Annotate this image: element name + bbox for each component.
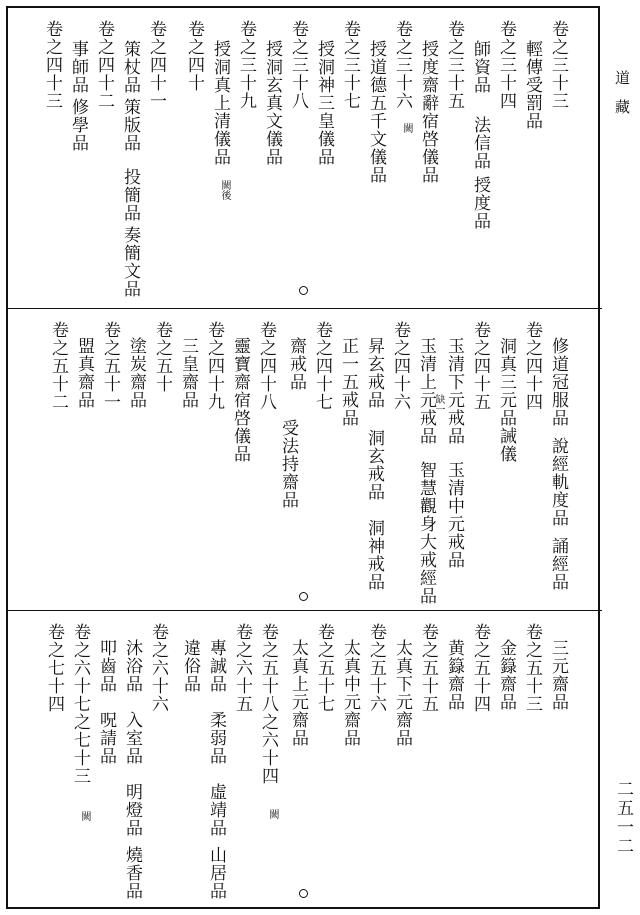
entry-title: 違俗品 — [180, 639, 200, 693]
lacuna-note: 闕 — [79, 811, 90, 821]
entry-title: 叩齒品 — [96, 639, 116, 693]
volume-heading: 卷之五十三 — [522, 623, 542, 713]
entry-title: 誦經品 — [548, 537, 568, 591]
entry-title: 受法持齋品 — [278, 419, 298, 509]
entry-title: 金籙齋品 — [496, 639, 516, 711]
volume-heading: 卷之三十三 — [548, 20, 568, 110]
entry-title: 奏簡文品 — [120, 226, 140, 298]
lacuna-note: 缺一 — [433, 394, 444, 414]
volume-heading: 卷之五十一 — [100, 321, 120, 411]
volume-heading: 卷之五十六 — [366, 623, 386, 713]
entry-title: 輕傳受罰品 — [522, 40, 542, 130]
volume-heading: 卷之三十八 — [288, 20, 308, 110]
entry-title: 入室品 — [122, 711, 142, 765]
entry-title: 師資品 — [470, 40, 490, 94]
entry-title: 黄籙齋品 — [444, 639, 464, 711]
entry-title: 呪請品 — [96, 711, 116, 765]
volume-heading: 卷之四十二 — [94, 20, 114, 110]
page-number: 二五一二 — [613, 780, 633, 856]
volume-heading: 卷之四十七 — [312, 321, 332, 411]
entry-title: 授洞真上清儀品 — [210, 40, 230, 166]
circle-mark — [299, 889, 308, 898]
entry-title: 燒香品 — [122, 846, 142, 900]
entry-title: 山居品 — [206, 846, 226, 900]
entry-title: 齋戒品 — [286, 337, 306, 391]
volume-heading: 卷之五十五 — [418, 623, 438, 713]
entry-title: 太真上元齋品 — [288, 639, 308, 747]
entry-title: 修學品 — [68, 98, 88, 152]
volume-heading: 卷之六十五 — [232, 623, 252, 713]
volume-heading: 卷之五十四 — [470, 623, 490, 713]
entry-title: 授洞神三皇儀品 — [314, 40, 334, 166]
book-title: 道藏 — [613, 70, 631, 128]
entry-title: 投簡品 — [120, 168, 140, 222]
entry-title: 靈寶齋宿啓儀品 — [230, 337, 250, 463]
lacuna-note: 闕後 — [219, 180, 230, 200]
entry-title: 玉清上元戒品 — [416, 337, 436, 445]
circle-mark — [299, 592, 308, 601]
volume-heading: 卷之四十 — [184, 20, 204, 92]
entry-title: 智慧觀身大戒經品 — [416, 461, 436, 605]
entry-title: 授洞玄真文儀品 — [262, 40, 282, 166]
entry-title: 洞玄戒品 — [364, 429, 384, 501]
entry-title: 授度齋辭宿啓儀品 — [418, 40, 438, 184]
entry-title: 玉清下元戒品 — [444, 337, 464, 445]
volume-heading: 卷之六十六 — [148, 623, 168, 713]
entry-title: 授道德五千文儀品 — [366, 40, 386, 184]
register-bottom — [8, 610, 602, 907]
entry-title: 沐浴品 — [122, 639, 142, 693]
volume-heading: 卷之四十三 — [42, 20, 62, 110]
lacuna-note: 闕 — [401, 123, 412, 133]
entry-title: 太真下元齋品 — [392, 639, 412, 747]
volume-heading: 卷之五十二 — [48, 321, 68, 411]
entry-title: 三元齋品 — [548, 639, 568, 711]
entry-title: 策杖品 — [120, 40, 140, 94]
volume-heading: 卷之七十四 — [44, 623, 64, 713]
entry-title: 修道冠服品 — [548, 337, 568, 427]
volume-heading: 卷之六十七之七十三 — [70, 623, 90, 785]
entry-title: 盟真齋品 — [74, 337, 94, 409]
volume-heading: 卷之五十 — [152, 321, 172, 393]
volume-heading: 卷之四十八 — [256, 321, 276, 411]
entry-title: 專誠品 — [206, 639, 226, 693]
volume-heading: 卷之四十四 — [522, 321, 542, 411]
entry-title: 授度品 — [470, 176, 490, 230]
entry-title: 說經軌度品 — [548, 437, 568, 527]
entry-title: 策版品 — [120, 98, 140, 152]
entry-title: 玉清中元戒品 — [444, 461, 464, 569]
page-frame — [6, 6, 600, 909]
entry-title: 洞真三元品誡儀 — [496, 337, 516, 463]
entry-title: 三皇齋品 — [178, 337, 198, 409]
entry-title: 明燈品 — [122, 783, 142, 837]
entry-title: 昇玄戒品 — [364, 337, 384, 409]
lacuna-note: 闕 — [267, 809, 278, 819]
volume-heading: 卷之五十七 — [314, 623, 334, 713]
entry-title: 法信品 — [470, 116, 490, 170]
volume-heading: 卷之三十五 — [444, 20, 464, 110]
entry-title: 柔弱品 — [206, 711, 226, 765]
volume-heading: 卷之三十九 — [236, 20, 256, 110]
register-top — [8, 8, 602, 308]
volume-heading: 卷之四十五 — [470, 321, 490, 411]
circle-mark — [299, 286, 308, 295]
volume-heading: 卷之四十九 — [204, 321, 224, 411]
entry-title: 塗炭齋品 — [126, 337, 146, 409]
entry-title: 虛靖品 — [206, 783, 226, 837]
entry-title: 事師品 — [68, 40, 88, 94]
volume-heading: 卷之五十八之六十四 — [258, 623, 278, 785]
volume-heading: 卷之三十七 — [340, 20, 360, 110]
register-middle — [8, 308, 602, 610]
entry-title: 太真中元齋品 — [340, 639, 360, 747]
volume-heading: 卷之三十六 — [392, 20, 412, 110]
entry-title: 洞神戒品 — [364, 519, 384, 591]
volume-heading: 卷之四十六 — [390, 321, 410, 411]
entry-title: 正一五戒品 — [338, 337, 358, 427]
volume-heading: 卷之三十四 — [496, 20, 516, 110]
volume-heading: 卷之四十一 — [146, 20, 166, 110]
